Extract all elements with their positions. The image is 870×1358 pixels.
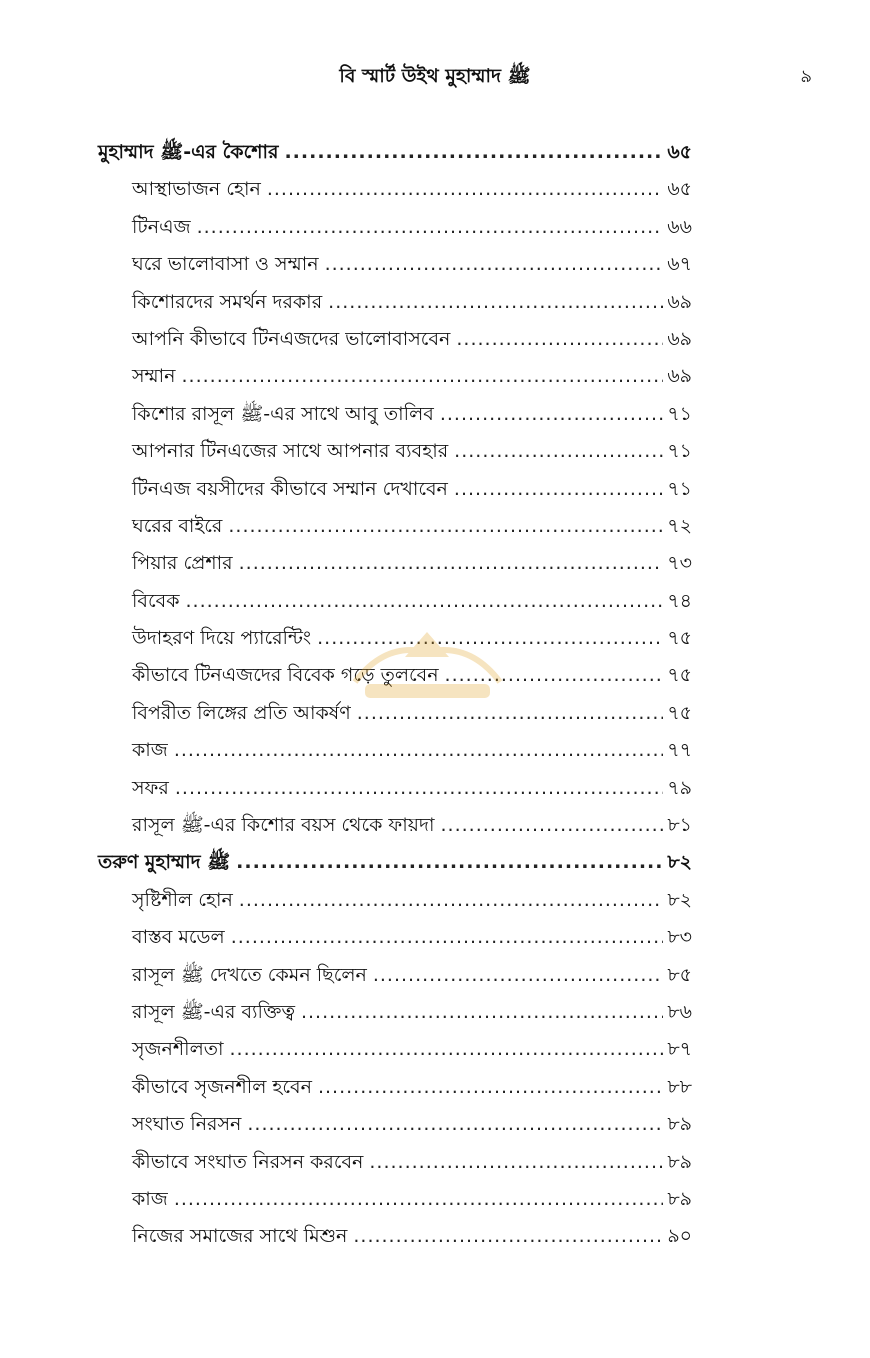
toc-leader-dots — [440, 396, 663, 433]
toc-entry-page: ৮২ — [667, 888, 692, 911]
toc-entry-label: কাজ — [132, 739, 168, 762]
toc-entry-page: ৬৫ — [667, 141, 692, 163]
toc-entry-page: ৭৫ — [667, 664, 692, 687]
toc-entry-label: কীভাবে সংঘাত নিরসন করবেন — [132, 1150, 364, 1173]
toc-entry — [98, 321, 692, 358]
page-header — [0, 58, 870, 90]
toc-entry-page: ৮৮ — [667, 1075, 692, 1098]
toc-entry-label: তরুণ মুহাম্মাদ ﷺ — [98, 851, 231, 874]
toc-entry-label: আপনি কীভাবে টিনএজদের ভালোবাসবেন — [132, 327, 451, 350]
toc-entry-page: ৬৯ — [667, 365, 692, 388]
toc-entry — [98, 770, 692, 807]
toc-entry — [98, 1218, 692, 1255]
toc-leader-dots — [239, 545, 664, 582]
toc-entry-page: ৭৭ — [667, 739, 692, 762]
toc-leader-dots — [454, 433, 663, 470]
toc-entry-page: ৮২ — [667, 851, 692, 874]
toc-entry — [98, 433, 692, 470]
toc-entry-label: সৃষ্টিশীল হোন — [132, 888, 233, 911]
toc-entry — [98, 919, 692, 956]
toc-entry — [98, 583, 692, 620]
toc-entry-page: ৭২ — [667, 514, 692, 537]
toc-entry-label: আপনার টিনএজের সাথে আপনার ব্যবহার — [132, 440, 449, 463]
toc-entry-page: ৭৫ — [667, 701, 692, 724]
toc-entry-label: টিনএজ বয়সীদের কীভাবে সম্মান দেখাবেন — [132, 477, 448, 500]
toc-entry-label: ঘরের বাইরে — [132, 514, 223, 537]
toc-leader-dots — [228, 508, 663, 545]
toc-leader-dots — [353, 1218, 663, 1255]
toc-entry-label: পিয়ার প্রেশার — [132, 552, 233, 575]
toc-entry — [98, 545, 692, 582]
toc-leader-dots — [328, 284, 663, 321]
toc-entry-label: ঘরে ভালোবাসা ও সম্মান — [132, 253, 319, 276]
toc-entry-page: ৭৯ — [667, 776, 692, 799]
toc-entry — [98, 957, 692, 994]
toc-entry — [98, 994, 692, 1031]
toc-entry-label: বাস্তব মডেল — [132, 926, 225, 949]
toc-entry-page: ৮৯ — [667, 1187, 692, 1210]
toc-leader-dots — [175, 770, 663, 807]
toc-entry-page: ৭১ — [667, 440, 692, 463]
toc-leader-dots — [174, 732, 663, 769]
toc-entry-page: ৬৯ — [667, 327, 692, 350]
toc-entry-page: ৭১ — [667, 477, 692, 500]
toc-entry-page: ৬৫ — [667, 178, 692, 201]
toc-entry — [98, 1181, 692, 1218]
toc-leader-dots — [197, 209, 664, 246]
toc-entry — [98, 284, 692, 321]
toc-entry-label: সংঘাত নিরসন — [132, 1113, 242, 1136]
toc-entry — [98, 246, 692, 283]
book-title: বি স্মার্ট উইথ মুহাম্মাদ ﷺ — [339, 65, 531, 87]
toc-entry-label: মুহাম্মাদ ﷺ-এর কৈশোর — [98, 141, 279, 163]
toc-chapter — [98, 134, 692, 171]
toc-leader-dots — [182, 358, 664, 395]
toc-entry-label: কিশোর রাসূল ﷺ-এর সাথে আবু তালিব — [132, 402, 434, 425]
toc-entry-page: ৭৩ — [667, 552, 692, 575]
toc-entry-page: ৬৬ — [667, 215, 692, 238]
toc-entry — [98, 508, 692, 545]
toc-entry-label: কাজ — [132, 1187, 168, 1210]
toc-entry-label: বিবেক — [132, 589, 180, 612]
toc-leader-dots — [267, 171, 663, 208]
toc-entry — [98, 396, 692, 433]
toc-entry-page: ৮৫ — [667, 963, 692, 986]
toc-entry — [98, 1144, 692, 1181]
toc-entry — [98, 1106, 692, 1143]
toc-entry-page: ৮৬ — [667, 1000, 692, 1023]
toc-leader-dots — [456, 321, 663, 358]
page-number: ৯ — [800, 66, 812, 87]
watermark-logo-icon — [345, 622, 510, 712]
toc-entry-label: বিপরীত লিঙ্গের প্রতি আকর্ষণ — [132, 701, 351, 724]
toc-leader-dots — [325, 246, 664, 283]
toc-entry-page: ৮৭ — [667, 1038, 692, 1061]
toc-leader-dots — [230, 1031, 664, 1068]
toc-leader-dots — [369, 1144, 663, 1181]
toc-entry-label: আস্থাভাজন হোন — [132, 178, 261, 201]
toc-entry-page: ৭৪ — [667, 589, 692, 612]
toc-entry-label: রাসূল ﷺ দেখতে কেমন ছিলেন — [132, 963, 367, 986]
toc-leader-dots — [318, 1069, 663, 1106]
toc-entry-label: কীভাবে টিনএজদের বিবেক গড়ে তুলবেন — [132, 664, 439, 687]
toc-entry-page: ৯০ — [667, 1225, 692, 1248]
toc-leader-dots — [373, 957, 664, 994]
toc-entry-label: সম্মান — [132, 365, 176, 388]
toc-leader-dots — [441, 807, 664, 844]
toc-entry-page: ৮৩ — [667, 926, 692, 949]
toc-entry-label: সফর — [132, 776, 169, 799]
toc-entry — [98, 807, 692, 844]
toc-entry — [98, 209, 692, 246]
toc-entry-label: টিনএজ — [132, 215, 191, 238]
toc-leader-dots — [174, 1181, 664, 1218]
toc-entry — [98, 471, 692, 508]
toc-entry — [98, 358, 692, 395]
toc-leader-dots — [236, 844, 663, 881]
toc-entry-label: কিশোরদের সমর্থন দরকার — [132, 290, 323, 313]
toc-entry — [98, 732, 692, 769]
toc-leader-dots — [301, 994, 663, 1031]
toc-entry — [98, 1069, 692, 1106]
toc-entry-label: নিজের সমাজের সাথে মিশুন — [132, 1225, 348, 1248]
toc-entry-page: ৭১ — [667, 402, 692, 425]
toc-entry-label: সৃজনশীলতা — [132, 1038, 224, 1061]
toc-leader-dots — [231, 919, 664, 956]
toc-entry-page: ৮৯ — [667, 1113, 692, 1136]
toc-entry-page: ৬৭ — [667, 253, 692, 276]
toc-entry — [98, 1031, 692, 1068]
toc-entry-label: রাসূল ﷺ-এর কিশোর বয়স থেকে ফায়দা — [132, 814, 435, 837]
toc-entry — [98, 171, 692, 208]
toc-leader-dots — [239, 882, 664, 919]
toc-entry-page: ৮৯ — [667, 1150, 692, 1173]
toc-leader-dots — [454, 471, 663, 508]
toc-entry-page: ৬৯ — [667, 290, 692, 313]
toc-chapter — [98, 844, 692, 881]
toc-entry-label: কীভাবে সৃজনশীল হবেন — [132, 1075, 312, 1098]
toc-entry-label: উদাহরণ দিয়ে প্যারেন্টিং — [132, 627, 312, 650]
toc-leader-dots — [247, 1106, 663, 1143]
toc-entry-label: রাসূল ﷺ-এর ব্যক্তিত্ব — [132, 1000, 295, 1023]
toc-entry — [98, 882, 692, 919]
toc-entry-page: ৮১ — [667, 814, 692, 837]
toc-entry-page: ৭৫ — [667, 627, 692, 650]
toc-leader-dots — [284, 134, 663, 171]
toc-leader-dots — [186, 583, 664, 620]
